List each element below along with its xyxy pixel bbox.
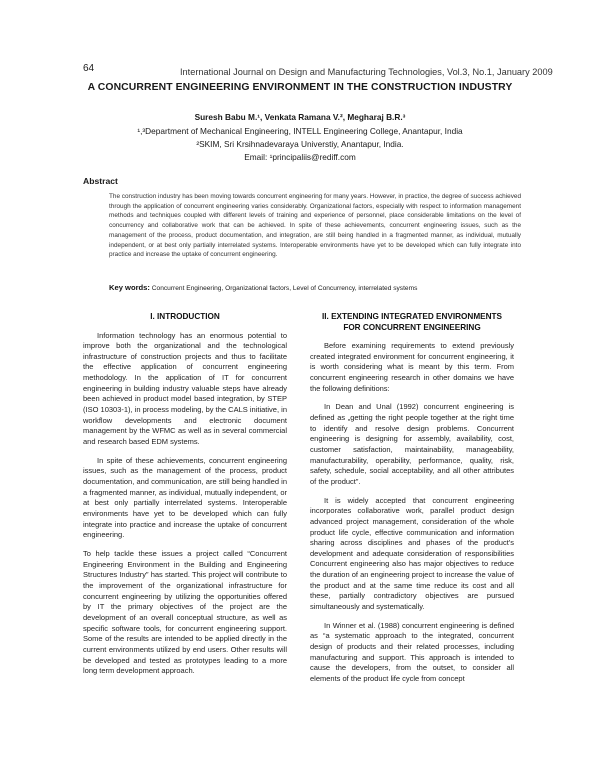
page-number: 64 (83, 63, 95, 74)
keywords-label: Key words: (109, 283, 150, 292)
section2-paragraph-3: It is widely accepted that concurrent engineering incorporates collaborative work, parallel product design advanced project management, consideration of the whole product life cycle, effective communication and information sharing across disciplines and phases of the product's development and adequate consideration of responsibilities Concurrent engineering also has major objectives to reduce the duration of an engineering project to increase the value of the product and at the same time reduce its cost and all these, partially contradictory objectives are pursued simultaneously and systematically. (310, 495, 514, 612)
left-column (83, 312, 287, 685)
author-email: Email: ¹principaliis@rediff.com (244, 152, 356, 162)
section-heading-line-1: II. EXTENDING INTEGRATED ENVIRONMENTS (322, 312, 502, 321)
abstract-body (109, 192, 521, 260)
right-column (310, 312, 514, 693)
abstract-text: The construction industry has been moving towards concurrent engineering for many years. However, in practice, the degree of success achieved through the application of concurrent engineering varies considerably. Organizational factors, especially with respect to information management methods and techniques coupled with different levels of training and experience of personnel, place considerable limitations on the level of concurrency and collaborative work that can be achieved. In spite of these achievements, concurrent engineering issues, such as the management of the process, product documentation, and integration, are still being handled in a fragmented manner, as individual, mutually independent, or at best only partially interrelated systems. Interoperable environments have yet to be developed which can fully integrate into practice and increase the uptake of concurrent engineering. (109, 193, 521, 259)
keywords-list: Concurrent Engineering, Organizational factors, Level of Concurrency, interrelated systems (151, 285, 418, 292)
affiliation-2: ²SKIM, Sri Krsihnadevaraya Universtiy, Anantapur, India. (196, 139, 404, 149)
intro-paragraph-3: To help tackle these issues a project called “Concurrent Engineering Environment in the Building and Engineering Structures Industry” has started. This project will contribute to the improvement of the organizational infrastructure for concurrent engineering by utilizing the opportunities offered by IT the primary objectives of the project are the development of an overall conceptual structure, as well as specific software tools, for concurrent engineering support. Some of the results are intended to be applied directly in the current environments utilized by end users. Other results will be developed and tested as prototypes leading to a more long term development approach. (83, 548, 287, 676)
section-heading-line-2: FOR CONCURRENT ENGINEERING (343, 322, 481, 332)
keywords-line (109, 283, 521, 292)
section-heading-introduction: I. INTRODUCTION (150, 312, 220, 321)
section2-paragraph-1: Before examining requirements to extend previously created integrated environment for concurrent engineering, it is worth considering what is meant by this term. From concurrent engineering research in other domains we have the following definitions: (310, 341, 514, 393)
paper-title: A CONCURRENT ENGINEERING ENVIRONMENT IN THE CONSTRUCTION INDUSTRY (87, 82, 513, 93)
journal-header: International Journal on Design and Manufacturing Technologies, Vol.3, No.1, January 2009 (180, 67, 553, 77)
affiliation-1: ¹,³Department of Mechanical Engineering, INTELL Engineering College, Anantapur, India (137, 126, 463, 136)
abstract-heading: Abstract (83, 176, 118, 186)
intro-paragraph-1: Information technology has an enormous potential to improve both the organizational and the technological infrastructure of construction projects and thus to facilitate the effective application of concurrent engineering methodology. In the application of IT for concurrent engineering in building industry valuable steps have already been achieved in product model based integration, by STEP (ISO 10303-1), in process modeling, by the CALS initiative, in workflow developments and electronic document management by the WFMC as well as in several commercial and research based EDM systems. (83, 330, 287, 447)
section2-paragraph-2: In Dean and Unal (1992) concurrent engineering is defined as „getting the right people together at the right time to identify and resolve design problems. Concurrent engineering is designing for assembly, availability, cost, customer satisfaction, maintainability, manageability, manufacturability, operability, performance, quality, risk, safety, schedule, social acceptability, and all other attributes of the product”. (310, 402, 514, 486)
author-list: Suresh Babu M.¹, Venkata Ramana V.², Megharaj B.R.³ (194, 112, 406, 122)
intro-paragraph-2: In spite of these achievements, concurrent engineering issues, such as the management of the process, product documentation, and communication, are still being handled in a fragmented manner, as individual, mutually independent, or at best only partially interrelated systems. Interoperable environments have yet to be developed which can fully integrate into practice and increase the uptake of concurrent engineering. (83, 455, 287, 540)
section2-paragraph-4: In Winner et al. (1988) concurrent engineering is defined as “a systematic approach to the integrated, concurrent design of products and their related processes, including manufacturing and support. This approach is intended to cause the developers, from the outset, to consider all elements of the product life cycle from concept (310, 620, 514, 684)
section-heading-extending (310, 312, 514, 333)
